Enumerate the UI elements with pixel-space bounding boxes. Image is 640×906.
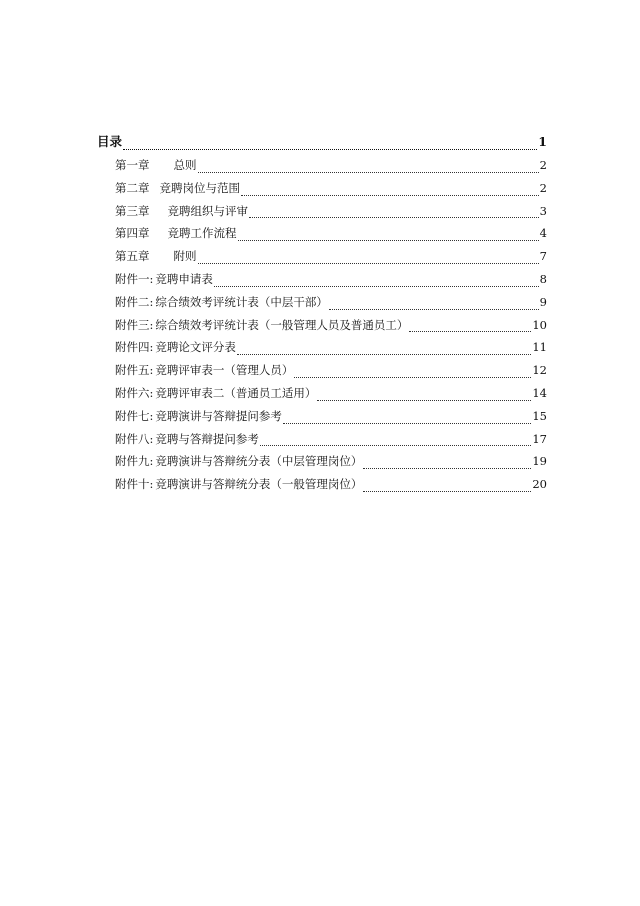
dot-leader — [317, 392, 531, 401]
toc-entry[interactable] — [97, 177, 547, 200]
toc-entry[interactable] — [97, 200, 547, 223]
toc-entry-text: 竞聘工作流程 — [167, 226, 237, 241]
toc-entry-page: 19 — [532, 454, 547, 469]
toc-entry-page: 15 — [532, 408, 547, 423]
toc-entry-label: 附件九: — [115, 454, 154, 469]
toc-entry-title — [115, 154, 197, 177]
toc-entry-label: 附件三: — [115, 317, 154, 332]
toc-entry-page: 7 — [539, 249, 547, 264]
dot-leader — [237, 346, 531, 355]
dot-leader — [238, 232, 539, 241]
toc-entry-text: 竞聘演讲与答辩提问参考 — [155, 408, 282, 423]
toc-entry-label: 附件六: — [115, 385, 154, 400]
toc-entry-text: 竞聘评审表一（管理人员） — [155, 363, 294, 378]
toc-entry-label: 附件十: — [115, 477, 154, 492]
toc-entry-label: 第五章 — [115, 249, 150, 264]
toc-entry[interactable] — [97, 405, 547, 428]
toc-entry[interactable] — [97, 154, 547, 177]
dot-leader — [123, 141, 537, 150]
toc-entry-text: 竞聘演讲与答辩统分表（中层管理岗位） — [155, 454, 363, 469]
toc-entry-text: 附则 — [173, 249, 197, 264]
dot-leader — [214, 278, 539, 287]
toc-entry-page: 11 — [532, 340, 547, 355]
toc-entry-text: 竞聘岗位与范围 — [159, 180, 240, 195]
dot-leader — [329, 301, 539, 310]
toc-entry-text: 竞聘演讲与答辩统分表（一般管理岗位） — [155, 477, 363, 492]
toc-entry[interactable] — [97, 450, 547, 473]
toc-heading: 目录 — [97, 134, 123, 149]
toc-entry-page: 12 — [532, 363, 547, 378]
toc-entry-label: 附件一: — [115, 271, 154, 286]
toc-entry-title — [115, 200, 248, 223]
toc-entry-label: 第二章 — [115, 180, 150, 195]
toc-entry-text: 总则 — [173, 158, 197, 172]
dot-leader — [363, 483, 531, 492]
toc-entry-label: 附件四: — [115, 340, 154, 355]
dot-leader — [198, 164, 539, 173]
toc-entry-page: 14 — [532, 385, 547, 400]
toc-heading-row[interactable] — [97, 131, 547, 153]
toc-entry-page: 8 — [539, 271, 547, 286]
toc-entry-title — [115, 291, 328, 314]
toc-entry-title — [115, 473, 362, 496]
toc-entry-page: 4 — [539, 226, 547, 241]
toc-entry-title — [115, 245, 197, 268]
toc-entry[interactable] — [97, 359, 547, 382]
toc-entry-page: 17 — [532, 431, 547, 446]
toc-heading-page: 1 — [538, 134, 547, 149]
toc-entry-label: 附件七: — [115, 408, 154, 423]
toc-entry-title — [115, 268, 213, 291]
toc-entry-title — [115, 314, 408, 337]
toc-entry-text: 竞聘评审表二（普通员工适用） — [155, 385, 317, 400]
toc-entry-title — [115, 177, 240, 200]
toc-entry-title — [115, 359, 293, 382]
toc-entry-page: 10 — [532, 317, 547, 332]
toc-entry-text: 竞聘组织与评审 — [167, 203, 248, 218]
toc-entry-label: 第三章 — [115, 203, 150, 218]
dot-leader — [260, 437, 531, 446]
toc-entry-title — [115, 336, 236, 359]
toc-entry-text: 竞聘论文评分表 — [155, 340, 236, 355]
toc-entry-label: 附件八: — [115, 431, 154, 446]
dot-leader — [363, 460, 531, 469]
toc-entry-page: 3 — [539, 203, 547, 218]
table-of-contents — [97, 131, 547, 496]
toc-entry-title — [115, 450, 362, 473]
toc-entry-text: 综合绩效考评统计表（一般管理人员及普通员工） — [155, 317, 409, 332]
dot-leader — [241, 187, 539, 196]
toc-entry-label: 第四章 — [115, 226, 150, 241]
dot-leader — [409, 323, 531, 332]
toc-entry[interactable] — [97, 314, 547, 337]
dot-leader — [198, 255, 539, 264]
toc-entry-text: 竞聘与答辩提问参考 — [155, 431, 259, 446]
toc-entry-title — [115, 405, 282, 428]
toc-entry-page: 2 — [539, 180, 547, 195]
toc-entry[interactable] — [97, 291, 547, 314]
toc-entry[interactable] — [97, 336, 547, 359]
toc-entry-page: 2 — [539, 158, 547, 172]
toc-entry-label: 附件二: — [115, 294, 154, 309]
toc-entry-list — [97, 154, 547, 496]
toc-entry-page: 20 — [532, 477, 547, 492]
toc-entry-page: 9 — [539, 294, 547, 309]
toc-entry-label: 第一章 — [115, 158, 150, 172]
toc-entry-text: 综合绩效考评统计表（中层干部） — [155, 294, 328, 309]
dot-leader — [283, 415, 531, 424]
toc-entry[interactable] — [97, 245, 547, 268]
toc-entry[interactable] — [97, 268, 547, 291]
toc-entry-label: 附件五: — [115, 363, 154, 378]
toc-entry-title — [115, 382, 316, 405]
toc-entry[interactable] — [97, 473, 547, 496]
toc-entry[interactable] — [97, 382, 547, 405]
dot-leader — [249, 209, 539, 218]
toc-entry[interactable] — [97, 428, 547, 451]
toc-entry-title — [115, 428, 259, 451]
toc-entry-title — [115, 222, 237, 245]
toc-entry-text: 竞聘申请表 — [155, 271, 213, 286]
dot-leader — [294, 369, 531, 378]
toc-entry[interactable] — [97, 222, 547, 245]
